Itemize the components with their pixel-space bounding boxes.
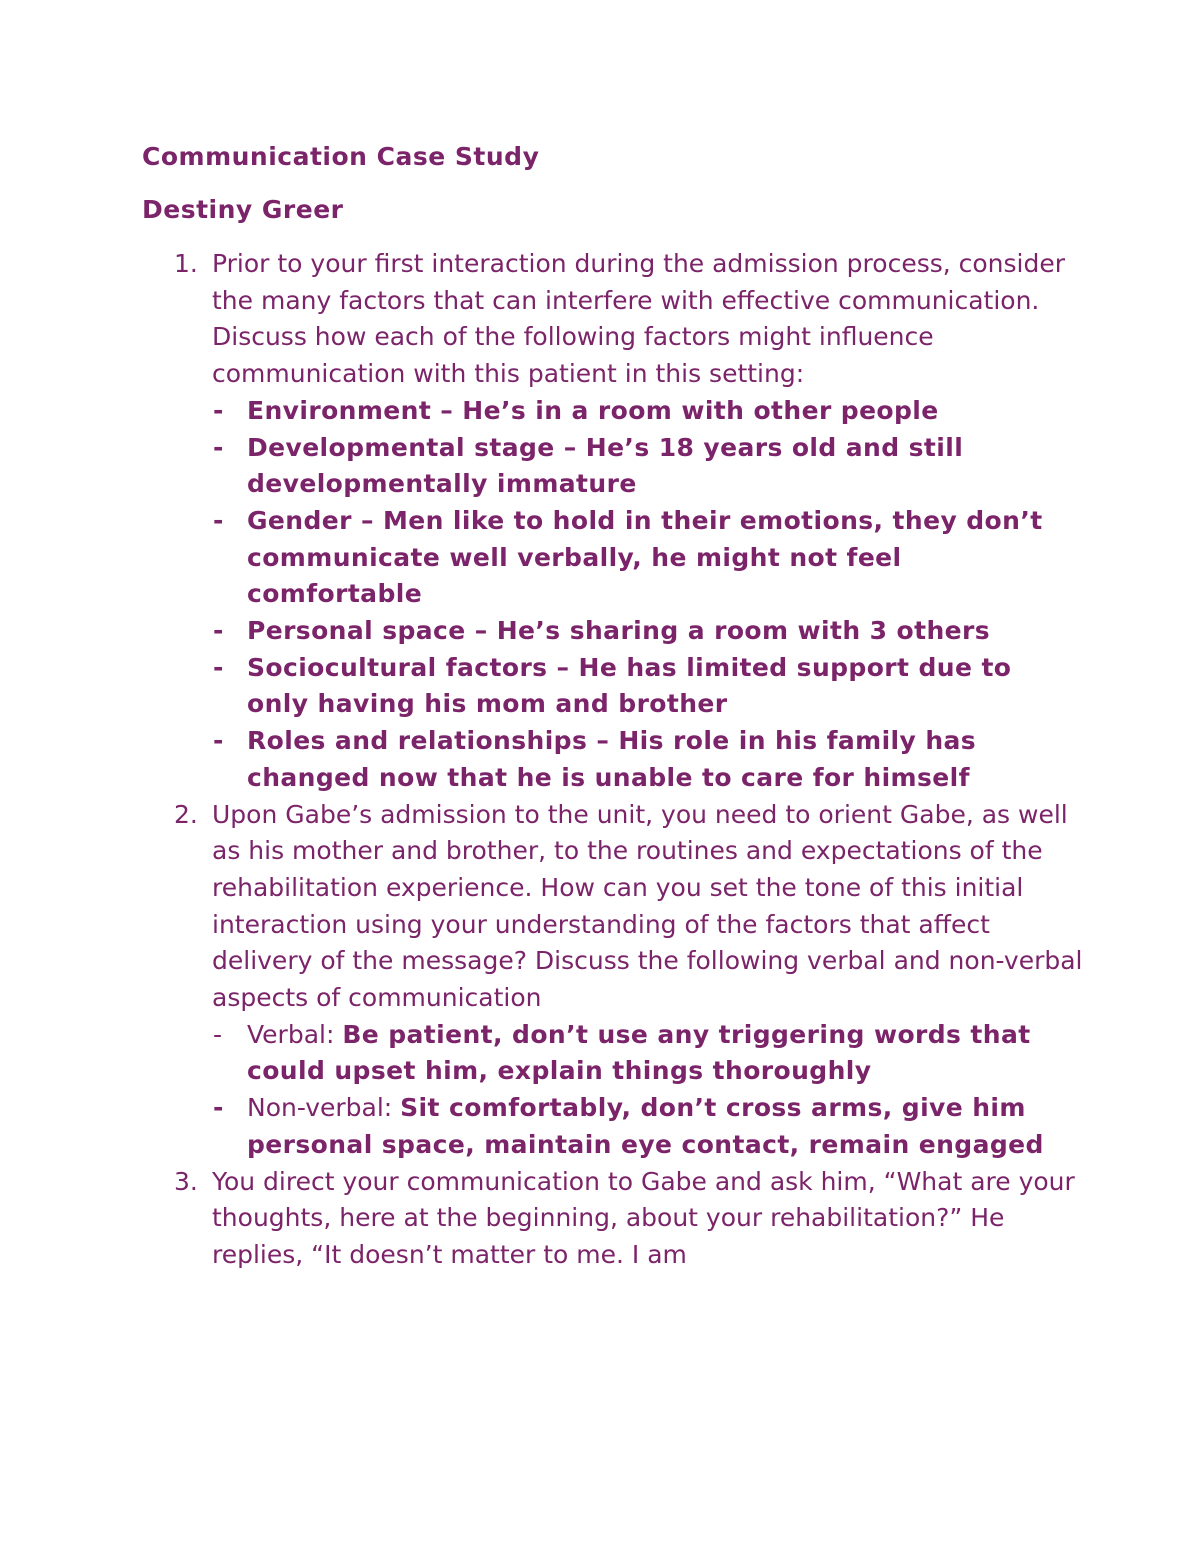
list-item (0, 503, 1200, 613)
list-item (0, 650, 1200, 723)
dash-bullet: - (213, 1019, 223, 1049)
question-1 (0, 246, 1200, 797)
question-list (0, 246, 1200, 1274)
question-text: You direct your communication to Gabe and ask him, “What are your thoughts, here at the beginning, about your rehabilitation?” He replies, “It doesn’t matter to me. I am (212, 1166, 1075, 1269)
list-item (0, 1090, 1200, 1163)
list-item (0, 1017, 1200, 1090)
dash-bullet: - (213, 652, 224, 682)
answer-non-verbal (247, 1090, 1057, 1163)
dash-bullet: - (213, 432, 224, 462)
answer-personal-space: Personal space – He’s sharing a room with 3 others (247, 616, 991, 646)
answer-environment: Environment – He’s in a room with other people (247, 395, 939, 425)
item-answer: Sit comfortably, don’t cross arms, give him personal space, maintain eye contact, remain engaged (247, 1093, 1044, 1159)
question-text: Upon Gabe’s admission to the unit, you need to orient Gabe, as well as his mother and brother, to the routines and expectations of the rehabilitation experience. How can you set the tone of this initial interaction using your understanding of the factors that affect delivery of the message? Discuss the following verbal and non-verbal aspects of communication (212, 799, 1083, 1013)
list-item (0, 393, 1200, 430)
answer-sociocultural: Sociocultural factors – He has limited support due to only having his mom and brother (247, 652, 1012, 719)
answer-roles: Roles and relationships – His role in his family has changed now that he is unable to care for himself (247, 726, 977, 792)
question-number: 3. (174, 1166, 198, 1196)
answer-verbal (247, 1017, 1057, 1090)
list-item (0, 723, 1200, 796)
question-text: Prior to your first interaction during the admission process, consider the many factors that can interfere with effective communication. Discuss how each of the following factors might influence communication with this patient in this setting: (212, 249, 1066, 389)
dash-bullet: - (213, 395, 224, 425)
list-item (0, 430, 1200, 503)
dash-bullet: - (213, 616, 224, 646)
answer-gender: Gender – Men like to hold in their emotions, they don’t communicate well verbally, he might not feel comfortable (247, 505, 1043, 609)
question-3 (0, 1164, 1200, 1274)
item-label: Verbal: (247, 1019, 343, 1049)
dash-bullet: - (213, 726, 224, 756)
question-number: 2. (174, 799, 198, 829)
dash-bullet: - (213, 505, 224, 535)
item-label: Non-verbal: (247, 1093, 401, 1123)
answer-developmental-stage: Developmental stage – He’s 18 years old and still developmentally immature (247, 432, 964, 499)
item-answer: Be patient, don’t use any triggering words that could upset him, explain things thoroughly (247, 1019, 1031, 1086)
author-name: Destiny Greer (142, 195, 344, 224)
dash-bullet: - (213, 1093, 224, 1123)
question-2 (0, 797, 1200, 1164)
list-item (0, 613, 1200, 650)
document-title: Communication Case Study (142, 142, 540, 171)
question-number: 1. (174, 249, 198, 278)
